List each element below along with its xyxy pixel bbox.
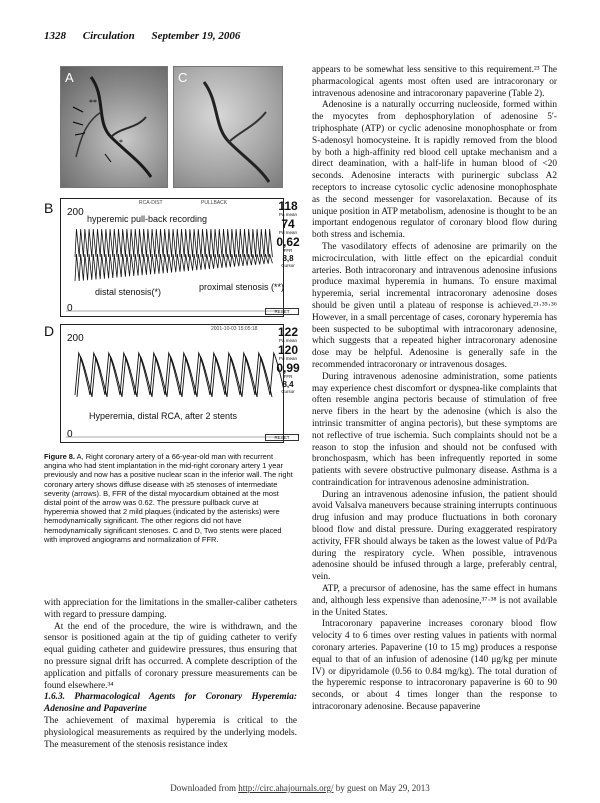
caption-text: A, Right coronary artery of a 66-year-old man with recurrent angina who had stent implantation in the mid-right coronary artery 1 year previously and now has a positive nuclear scan in the inferior wall. The right coronary artery shows diffuse disease with ≥5 stenoses of intermediate severity (arrows). B, FFR of the distal myocardium obtained at the most distal point of the arrow was 0.62. The pressure pullback curve at hyperemia showed that 2 mild plaques (indicated by the asterisks) were hemodynamically significant. The other regions did not have hemodynamically significant stenoses. C and D, Two stents were placed with improved angiograms and normalization of FFR. xyxy=(44,452,293,544)
angiogram-panel-c xyxy=(173,66,283,188)
readout-d xyxy=(268,326,308,395)
right-paragraph-4: During intravenous adenosine administration, some patients may experience chest discomfort or dyspnea-like complaints that often resemble angina pectoris because of stimulation of free nerve fibers in the heart by the adenosine (which is also the intrinsic transmitter of angina pectoris), but these symptoms are not reflective of true ischemia. Such complaints should not be a reason to stop the infusion and should not be confused with bronchospasm, which has been infrequently reported in some patients with severe obstructive pulmonary disease. Asthma is a contraindication for intravenous adenosine administration. xyxy=(312,371,557,488)
right-paragraph-3: The vasodilatory effects of adenosine are primarily on the microcirculation, with little effect on the epicardial conduit arteries. Both intracoronary and intravenous adenosine infusions produce maximal hyperemia in humans. To ensure maximal hyperemia, serial incremental intracoronary adenosine doses should be given until a plateau of response is achieved.²¹·³⁵·³⁶ However, in a small percentage of cases, coronary hyperemia has been suspected to be suboptimal with intracoronary adenosine, which suggests that a repeated higher intracoronary adenosine dose may be helpful. Adenosine is generally safe in the recommended intracoronary or intravenous dosages. xyxy=(312,241,557,370)
tracing-b-tag-2: PULLBACK xyxy=(201,200,228,206)
left-column xyxy=(44,598,297,751)
angiogram-panel-a xyxy=(60,66,168,188)
right-paragraph-1: appears to be somewhat less sensitive to this requirement.²³ The pharmacological agents most often used are intracoronary or intravenous adenosine and intracoronary papaverine (Table 2). xyxy=(312,65,557,99)
tracing-b-y-top: 200 xyxy=(67,207,84,218)
left-paragraph-3: The achievement of maximal hyperemia is critical to the physiological measurements as required by the underlying models. The measurement of the stenosis resistance index xyxy=(44,715,297,750)
pa-mean-value-d: 122 xyxy=(277,325,299,339)
right-paragraph-5: During an intravenous adenosine infusion, the patient should avoid Valsalva maneuvers because straining interrupts continuous drug infusion and may produce fluctuations in both coronary blood flow and distal pressure. During exaggerated respiratory activity, FFR should always be taken as the lowest value of Pd/Pa during the respiratory cycle. When possible, intravenous adenosine should be infused through a large, preferably central, vein. xyxy=(312,489,557,583)
footer-prefix: Downloaded from xyxy=(170,783,239,793)
running-header xyxy=(44,30,254,42)
pd-mean-label-b: Pd mean xyxy=(278,230,297,235)
tracing-b-waveform xyxy=(61,199,283,316)
pd-mean-label-d: Pd mean xyxy=(278,356,297,361)
panel-c-label: C xyxy=(178,70,188,85)
ffr-value-b: 0,62 xyxy=(276,235,300,249)
cursor-value-b: 8,8 xyxy=(282,254,294,263)
distal-stenosis-label: distal stenosis(*) xyxy=(95,287,162,297)
journal-name: Circulation xyxy=(82,30,135,42)
right-paragraph-7: Intracoronary papaverine increases coronary blood flow velocity 4 to 6 times over resting values in patients with normal coronary arteries. Papaverine (10 to 15 mg) produces a response equal to that of an infusion of adenosine (140 μg/kg per minute IV) or dipyridamole (0.56 to 0.84 mg/kg). The total duration of the hyperemic response to intracoronary papaverine is 60 to 90 seconds, or about 4 times longer than the response to intracoronary adenosine. Because papaverine xyxy=(312,619,557,713)
issue-date: September 19, 2006 xyxy=(151,30,241,42)
panel-b-label: B xyxy=(44,200,54,216)
pressure-tracing-d xyxy=(60,324,284,443)
left-paragraph-2: At the end of the procedure, the wire is withdrawn, and the sensor is positioned again at the tip of guiding catheter to verify equal guiding catheter and guidewire pressures, thus ensuring that no pressure signal drift has occurred. A complete description of the application and pitfalls of coronary pressure measurements can be found elsewhere.³⁴ xyxy=(44,621,297,691)
pa-mean-label-b: Pa mean xyxy=(278,212,297,217)
footer-suffix: by guest on May 29, 2013 xyxy=(333,783,430,793)
pd-mean-value-d: 120 xyxy=(277,343,299,357)
angiogram-a-image xyxy=(61,67,167,187)
pa-mean-label-d: Pa mean xyxy=(278,338,297,343)
tracing-b-tag-1: RCA-DIST xyxy=(139,200,163,206)
tracing-d-timestamp: 2001-10-03 15:05:18 xyxy=(211,326,258,332)
reset-button-d: RESET xyxy=(265,434,299,441)
right-column xyxy=(312,65,557,714)
tracing-d-annotation: Hyperemia, distal RCA, after 2 stents xyxy=(89,411,238,421)
caption-label: Figure 8. xyxy=(44,452,75,461)
reset-button-b: RESET xyxy=(265,308,299,315)
panel-d-label: D xyxy=(44,323,55,339)
page-number: 1328 xyxy=(44,30,66,42)
left-paragraph-1: with appreciation for the limitations in the smaller-caliber catheters with regard to pressure damping. xyxy=(44,598,297,620)
cursor-value-d: 8,4 xyxy=(282,380,294,389)
right-paragraph-2: Adenosine is a naturally occurring nucleoside, formed within the myocytes from dephosphorylation of adenosine 5′-triphosphate (ATP) or cyclic adenosine monophosphate or from S-adenosyl homocysteine. It is rapidly removed from the blood by both a high-affinity red blood cell uptake mechanism and a direct deamination, with a half-life in human blood of <20 seconds. Adenosine interacts with purinergic subclass A2 receptors to increase cytosolic cyclic adenosine monophosphate as the second messenger for vasorelaxation. Because of its unique position in ATP metabolism, adenosine is thought to be an important endogenous regulator of coronary blood flow during both stress and ischemia. xyxy=(312,100,557,241)
right-paragraph-6: ATP, a precursor of adenosine, has the same effect in humans and, although less expensive than adenosine,³⁷·³⁸ is not available in the United States. xyxy=(312,584,557,618)
ffr-label-d: FFR xyxy=(283,374,293,379)
readout-b xyxy=(268,200,308,269)
pa-mean-value-b: 118 xyxy=(278,199,298,213)
ffr-label-b: FFR xyxy=(283,248,293,253)
ffr-value-d: 0,99 xyxy=(276,361,300,375)
pressure-tracing-b xyxy=(60,198,284,317)
tracing-d-y-bottom: 0 xyxy=(67,429,73,440)
angiogram-c-image xyxy=(174,67,282,187)
tracing-d-y-top: 200 xyxy=(67,333,84,344)
svg-text:*: * xyxy=(119,138,123,147)
tracing-d-waveform xyxy=(61,325,283,442)
section-heading: 1.6.3. Pharmacological Agents for Coronary Hyperemia: Adenosine and Papaverine xyxy=(44,692,297,715)
tracing-b-y-bottom: 0 xyxy=(67,303,73,314)
svg-text:**: ** xyxy=(89,98,97,107)
figure-caption xyxy=(44,452,294,544)
cursor-label-d: Cursor xyxy=(281,389,295,394)
pd-mean-value-b: 74 xyxy=(281,217,295,231)
footer-link[interactable]: http://circ.ahajournals.org/ xyxy=(238,783,334,793)
panel-a-label: A xyxy=(65,70,74,85)
cursor-label-b: Cursor xyxy=(281,263,295,268)
download-footer xyxy=(0,783,600,793)
tracing-b-annotation: hyperemic pull-back recording xyxy=(87,214,208,224)
proximal-stenosis-label: proximal stenosis (**) xyxy=(199,282,285,292)
